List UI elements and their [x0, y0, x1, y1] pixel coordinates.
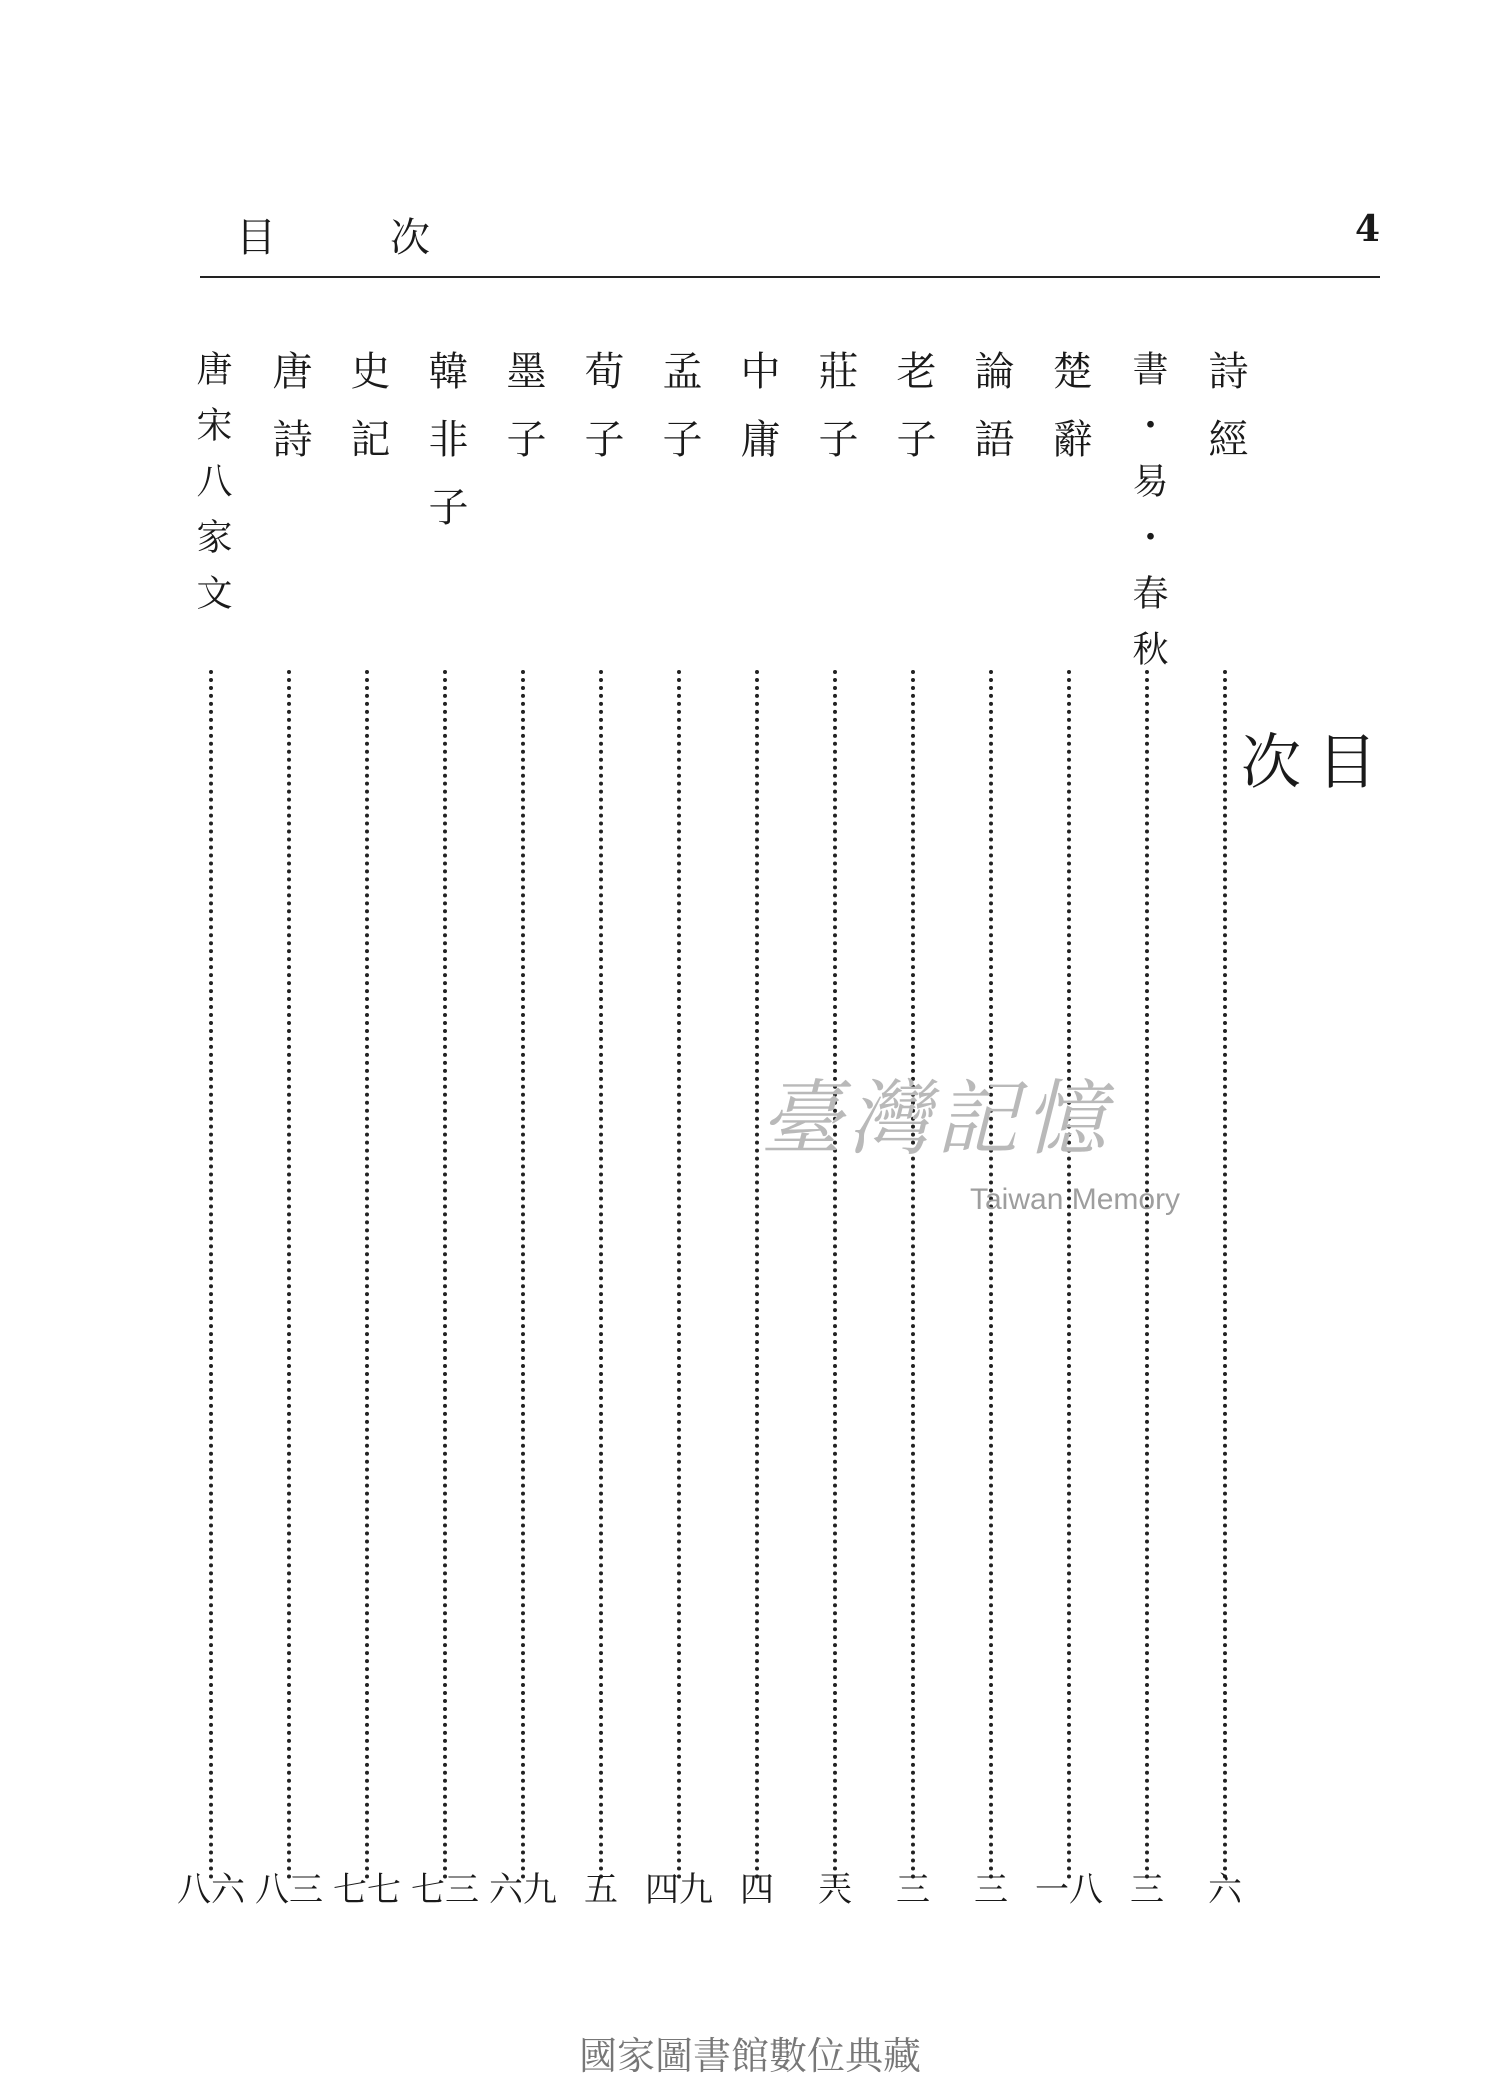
dot-leader — [365, 670, 369, 1880]
dot-leader — [677, 670, 681, 1880]
toc-entry-page: 六 — [1208, 1870, 1242, 1910]
watermark-en: Taiwan Memory — [970, 1183, 1181, 1216]
running-header-right: 次 — [390, 215, 430, 261]
toc-entry-title: 唐詩 — [266, 350, 312, 486]
toc-entry-title: 莊子 — [812, 350, 858, 486]
toc-entry-page: 七三 — [411, 1870, 479, 1910]
toc-entry-title: 詩經 — [1202, 350, 1248, 486]
footer-credit: 國家圖書館數位典藏 — [578, 2034, 921, 2078]
dot-leader — [521, 670, 525, 1880]
page-number: 4 — [1354, 208, 1380, 250]
section-title-char-1: 目 — [1307, 730, 1377, 790]
toc-entry-page: 一八 — [1035, 1870, 1103, 1910]
toc-entry-page: 三 — [896, 1870, 930, 1910]
toc-entry-page: 三 — [974, 1870, 1008, 1910]
toc-entry-page: 八三 — [255, 1870, 323, 1910]
dot-leader — [989, 670, 993, 1880]
dot-leader — [755, 670, 759, 1880]
dot-leader — [287, 670, 291, 1880]
toc-entry[interactable] — [176, 350, 246, 1950]
toc-entry-page: 七七 — [333, 1870, 401, 1910]
toc-entry[interactable] — [488, 350, 558, 1950]
toc-entry-page: 兲 — [818, 1870, 852, 1910]
toc-entry-title: 史記 — [344, 350, 390, 486]
dot-leader — [911, 670, 915, 1880]
toc-entry[interactable] — [644, 350, 714, 1950]
section-title-char-2: 次 — [1231, 730, 1301, 790]
toc-entry-title: 書・易・春秋 — [1127, 350, 1168, 686]
watermark — [760, 1072, 1220, 1235]
toc-entry-title: 唐宋八家文 — [191, 350, 232, 630]
toc-entry[interactable] — [566, 350, 636, 1950]
toc-entry-page: 五 — [584, 1870, 618, 1910]
toc-entry[interactable] — [332, 350, 402, 1950]
dot-leader — [443, 670, 447, 1880]
toc-entry-title: 孟子 — [656, 350, 702, 486]
watermark-cn: 臺灣記憶 — [760, 1072, 1112, 1167]
dot-leader — [599, 670, 603, 1880]
running-header-left: 目 — [236, 215, 276, 261]
dot-leader — [1145, 670, 1149, 1880]
toc-entry-page: 四 — [740, 1870, 774, 1910]
toc-entry-title: 墨子 — [500, 350, 546, 486]
toc-entry-title: 荀子 — [578, 350, 624, 486]
toc-entry-page: 八六 — [177, 1870, 245, 1910]
toc-entry[interactable] — [254, 350, 324, 1950]
toc-entry[interactable] — [410, 350, 480, 1950]
toc-entry-page: 四九 — [645, 1870, 713, 1910]
dot-leader — [833, 670, 837, 1880]
toc-entry-page: 六九 — [489, 1870, 557, 1910]
toc-entry-title: 楚辭 — [1046, 350, 1092, 486]
toc-entry-page: 三 — [1130, 1870, 1164, 1910]
toc-entry-title: 論語 — [968, 350, 1014, 486]
dot-leader — [209, 670, 213, 1880]
toc-entry-title: 韓非子 — [422, 350, 468, 554]
toc-entry-title: 老子 — [890, 350, 936, 486]
toc-entry-title: 中庸 — [734, 350, 780, 486]
dot-leader — [1223, 670, 1227, 1880]
dot-leader — [1067, 670, 1071, 1880]
